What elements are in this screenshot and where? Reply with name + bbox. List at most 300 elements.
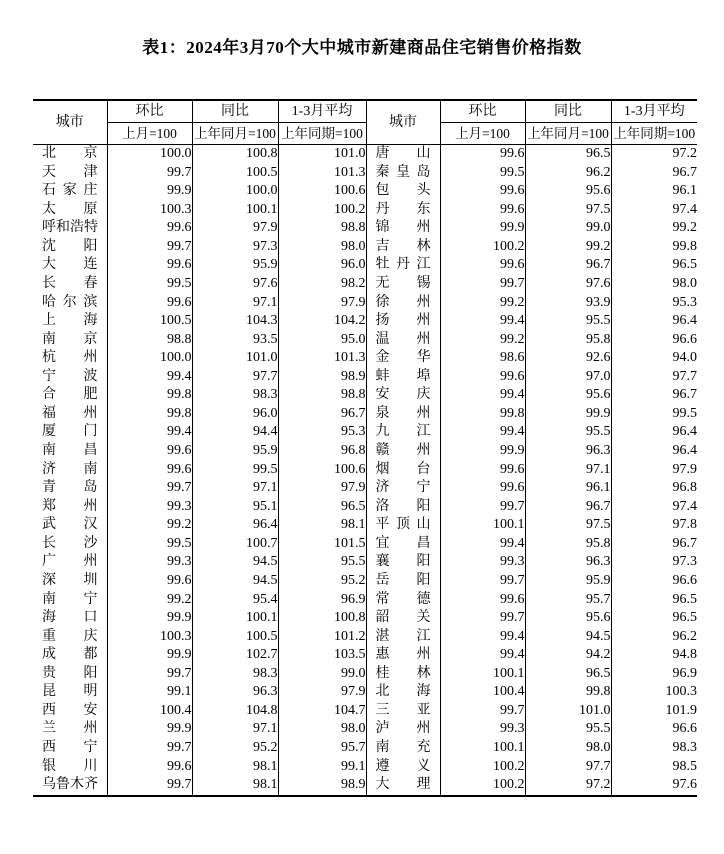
yoy-value: 96.3	[525, 553, 611, 572]
avg-value: 103.5	[278, 646, 366, 665]
mom-value: 99.7	[440, 498, 525, 517]
avg-value: 97.8	[672, 517, 697, 533]
mom-value: 98.6	[440, 349, 525, 368]
yoy-value: 96.7	[525, 256, 611, 275]
mom-value: 99.4	[107, 368, 192, 387]
yoy-value: 94.5	[192, 553, 278, 572]
city-name: 贵 阳	[33, 665, 107, 684]
avg-value: 97.9	[278, 294, 366, 313]
yoy-value: 95.7	[525, 591, 611, 610]
avg-value: 99.0	[278, 665, 366, 684]
avg-value: 96.7	[278, 405, 366, 424]
avg-value: 96.5	[278, 498, 366, 517]
table-header	[33, 100, 697, 145]
mom-value: 99.7	[107, 739, 192, 758]
mom-value: 100.4	[440, 683, 525, 702]
yoy-value: 99.8	[525, 683, 611, 702]
city-name: 宁 波	[33, 368, 107, 387]
mom-value: 99.2	[107, 591, 192, 610]
mom-value: 100.2	[440, 758, 525, 777]
yoy-value: 98.3	[192, 386, 278, 405]
mom-value: 99.6	[440, 591, 525, 610]
avg-value: 100.3	[665, 684, 697, 700]
yoy-value: 97.0	[525, 368, 611, 387]
mom-value: 99.7	[107, 238, 192, 257]
header-avg-base-right: 上年同期=100	[611, 123, 697, 145]
mom-value: 99.6	[107, 219, 192, 238]
header-yoy-right: 同比	[525, 100, 611, 123]
mom-value: 99.8	[440, 405, 525, 424]
mom-value: 99.6	[440, 479, 525, 498]
yoy-value: 95.6	[525, 182, 611, 201]
avg-value: 98.5	[672, 758, 697, 774]
yoy-value: 92.6	[525, 349, 611, 368]
table-row	[33, 423, 697, 442]
avg-value: 96.4	[672, 443, 697, 458]
header-yoy-base-right: 上年同月=100	[525, 123, 611, 145]
table-row	[33, 479, 697, 498]
yoy-value: 98.1	[192, 758, 278, 777]
table-row	[33, 442, 697, 461]
yoy-value: 96.4	[192, 516, 278, 535]
yoy-value: 94.5	[192, 572, 278, 591]
mom-value: 99.2	[107, 516, 192, 535]
city-name: 石 家 庄	[33, 182, 107, 201]
table-row	[33, 553, 697, 572]
avg-value: 96.6	[672, 572, 697, 588]
header-mom-base-right: 上月=100	[440, 123, 525, 145]
table-row	[33, 294, 697, 313]
mom-value: 99.1	[107, 683, 192, 702]
avg-value: 96.8	[278, 442, 366, 461]
table-row	[33, 405, 697, 424]
yoy-value: 94.5	[525, 628, 611, 647]
mom-value: 99.6	[440, 256, 525, 275]
mom-value: 100.0	[107, 349, 192, 368]
city-name: 昆 明	[33, 683, 107, 702]
mom-value: 100.3	[107, 628, 192, 647]
table-row	[33, 739, 697, 758]
avg-value: 96.9	[672, 665, 697, 681]
mom-value: 99.4	[440, 535, 525, 554]
avg-value: 101.3	[278, 164, 366, 183]
city-name: 桂 林	[366, 665, 440, 684]
table-row	[33, 646, 697, 665]
header-mom-base-left: 上月=100	[107, 123, 192, 145]
yoy-value: 101.0	[192, 349, 278, 368]
yoy-value: 97.6	[192, 275, 278, 294]
header-row-1	[33, 100, 697, 123]
yoy-value: 97.2	[525, 776, 611, 796]
mom-value: 99.9	[107, 720, 192, 739]
yoy-value: 95.5	[525, 423, 611, 442]
avg-value: 97.9	[672, 461, 697, 477]
mom-value: 99.7	[107, 776, 192, 796]
mom-value: 99.3	[107, 553, 192, 572]
city-name: 重 庆	[33, 628, 107, 647]
city-name: 呼 和 浩 特	[33, 219, 107, 238]
city-name: 洛 阳	[366, 498, 440, 517]
city-name: 深 圳	[33, 572, 107, 591]
table-row	[33, 275, 697, 294]
avg-value: 98.3	[672, 740, 697, 755]
yoy-value: 97.7	[525, 758, 611, 777]
city-name: 银 川	[33, 758, 107, 777]
yoy-value: 95.9	[192, 256, 278, 275]
avg-value: 99.5	[672, 405, 697, 421]
mom-value: 99.9	[107, 182, 192, 201]
mom-value: 99.7	[107, 164, 192, 183]
city-name: 宜 昌	[366, 535, 440, 554]
city-name: 南 充	[366, 739, 440, 758]
avg-value: 97.9	[278, 479, 366, 498]
header-avg-base-left: 上年同期=100	[278, 123, 366, 145]
avg-value: 94.0	[672, 350, 697, 366]
yoy-value: 96.3	[192, 683, 278, 702]
yoy-value: 100.0	[192, 182, 278, 201]
city-name: 哈 尔 滨	[33, 294, 107, 313]
avg-value: 95.0	[278, 331, 366, 350]
city-name: 沈 阳	[33, 238, 107, 257]
city-name: 杭 州	[33, 349, 107, 368]
yoy-value: 93.5	[192, 331, 278, 350]
avg-value: 96.1	[672, 183, 697, 199]
avg-value: 101.0	[278, 145, 366, 164]
city-name: 九 江	[366, 423, 440, 442]
avg-value: 98.0	[278, 238, 366, 257]
table-row	[33, 238, 697, 257]
city-name: 青 岛	[33, 479, 107, 498]
avg-value: 99.1	[278, 758, 366, 777]
table-row	[33, 349, 697, 368]
mom-value: 99.4	[440, 423, 525, 442]
avg-value: 98.9	[278, 368, 366, 387]
avg-value: 99.8	[672, 238, 697, 254]
mom-value: 99.4	[440, 386, 525, 405]
avg-value: 101.5	[278, 535, 366, 554]
city-name: 南 昌	[33, 442, 107, 461]
page-title: 表1：2024年3月70个大中城市新建商品住宅销售价格指数	[142, 38, 582, 57]
city-name: 三 亚	[366, 702, 440, 721]
table-row	[33, 386, 697, 405]
mom-value: 100.4	[107, 702, 192, 721]
avg-value: 97.9	[278, 683, 366, 702]
mom-value: 100.2	[440, 776, 525, 796]
avg-value: 104.2	[278, 312, 366, 331]
yoy-value: 104.8	[192, 702, 278, 721]
avg-value: 98.0	[672, 275, 697, 291]
header-yoy-left: 同比	[192, 100, 278, 123]
avg-value: 100.6	[278, 461, 366, 480]
header-avg-left: 1-3月平均	[278, 100, 366, 123]
avg-value: 97.4	[672, 201, 697, 217]
mom-value: 99.2	[440, 331, 525, 350]
mom-value: 99.7	[440, 609, 525, 628]
avg-value: 95.7	[278, 739, 366, 758]
table-row	[33, 145, 697, 164]
report-page	[0, 33, 724, 797]
yoy-value: 100.1	[192, 201, 278, 220]
city-name: 成 都	[33, 646, 107, 665]
mom-value: 100.5	[107, 312, 192, 331]
city-name: 韶 关	[366, 609, 440, 628]
avg-value: 96.2	[672, 628, 697, 644]
mom-value: 100.1	[440, 665, 525, 684]
yoy-value: 95.6	[525, 609, 611, 628]
avg-value: 96.7	[672, 164, 697, 180]
table-row	[33, 498, 697, 517]
city-name: 襄 阳	[366, 553, 440, 572]
table-row	[33, 164, 697, 183]
city-name: 金 华	[366, 349, 440, 368]
city-name: 温 州	[366, 331, 440, 350]
table-row	[33, 256, 697, 275]
mom-value: 99.6	[107, 442, 192, 461]
yoy-value: 93.9	[525, 294, 611, 313]
yoy-value: 94.2	[525, 646, 611, 665]
mom-value: 100.1	[440, 516, 525, 535]
table-row	[33, 201, 697, 220]
city-name: 大 连	[33, 256, 107, 275]
city-name: 西 安	[33, 702, 107, 721]
city-name: 南 京	[33, 331, 107, 350]
city-name: 北 海	[366, 683, 440, 702]
city-name: 西 宁	[33, 739, 107, 758]
city-name: 丹 东	[366, 201, 440, 220]
mom-value: 99.7	[440, 702, 525, 721]
avg-value: 96.9	[278, 591, 366, 610]
mom-value: 99.6	[107, 461, 192, 480]
mom-value: 99.4	[440, 646, 525, 665]
yoy-value: 98.0	[525, 739, 611, 758]
mom-value: 99.2	[440, 294, 525, 313]
header-row-2	[33, 123, 697, 145]
city-name: 岳 阳	[366, 572, 440, 591]
avg-value: 96.6	[672, 331, 697, 347]
mom-value: 99.4	[440, 312, 525, 331]
yoy-value: 97.1	[525, 461, 611, 480]
mom-value: 99.5	[440, 164, 525, 183]
avg-value: 96.0	[278, 256, 366, 275]
city-name: 泸 州	[366, 720, 440, 739]
mom-value: 99.7	[107, 479, 192, 498]
table-row	[33, 591, 697, 610]
city-name: 太 原	[33, 201, 107, 220]
city-name: 扬 州	[366, 312, 440, 331]
city-name: 郑 州	[33, 498, 107, 517]
yoy-value: 95.6	[525, 386, 611, 405]
mom-value: 99.4	[107, 423, 192, 442]
avg-value: 98.9	[278, 776, 366, 796]
mom-value: 99.6	[107, 758, 192, 777]
avg-value: 94.8	[672, 647, 697, 663]
yoy-value: 100.5	[192, 628, 278, 647]
yoy-value: 96.5	[525, 145, 611, 164]
table-row	[33, 312, 697, 331]
table-row	[33, 572, 697, 591]
city-name: 南 宁	[33, 591, 107, 610]
city-name: 天 津	[33, 164, 107, 183]
city-name: 锦 州	[366, 219, 440, 238]
header-city-right: 城市	[366, 100, 440, 145]
yoy-value: 97.1	[192, 294, 278, 313]
table-row	[33, 720, 697, 739]
city-name: 唐 山	[366, 145, 440, 164]
avg-value: 96.6	[672, 721, 697, 737]
table-row	[33, 683, 697, 702]
city-name: 长 沙	[33, 535, 107, 554]
avg-value: 95.2	[278, 572, 366, 591]
avg-value: 95.3	[672, 294, 697, 310]
avg-value: 95.3	[278, 423, 366, 442]
table-row	[33, 702, 697, 721]
table-row	[33, 368, 697, 387]
avg-value: 96.7	[672, 387, 697, 403]
mom-value: 99.4	[440, 628, 525, 647]
avg-value: 96.4	[672, 424, 697, 440]
avg-value: 96.8	[672, 480, 697, 496]
header-yoy-base-left: 上年同月=100	[192, 123, 278, 145]
yoy-value: 95.2	[192, 739, 278, 758]
yoy-value: 95.1	[192, 498, 278, 517]
city-name: 包 头	[366, 182, 440, 201]
mom-value: 99.6	[107, 294, 192, 313]
city-name: 惠 州	[366, 646, 440, 665]
yoy-value: 100.5	[192, 164, 278, 183]
city-name: 广 州	[33, 553, 107, 572]
yoy-value: 99.2	[525, 238, 611, 257]
avg-value: 96.4	[672, 313, 697, 329]
city-name: 平 顶 山	[366, 516, 440, 535]
city-name: 厦 门	[33, 423, 107, 442]
city-name: 武 汉	[33, 516, 107, 535]
avg-value: 96.5	[672, 591, 697, 607]
city-name: 安 庆	[366, 386, 440, 405]
table-body	[33, 145, 697, 796]
mom-value: 100.1	[440, 739, 525, 758]
mom-value: 99.9	[107, 609, 192, 628]
city-name: 湛 江	[366, 628, 440, 647]
mom-value: 99.3	[440, 720, 525, 739]
yoy-value: 99.9	[525, 405, 611, 424]
mom-value: 99.6	[440, 368, 525, 387]
mom-value: 99.6	[440, 201, 525, 220]
table-row	[33, 758, 697, 777]
avg-value: 98.1	[278, 516, 366, 535]
mom-value: 99.5	[107, 275, 192, 294]
mom-value: 99.6	[107, 572, 192, 591]
yoy-value: 102.7	[192, 646, 278, 665]
table-row	[33, 182, 697, 201]
mom-value: 99.8	[107, 386, 192, 405]
yoy-value: 98.1	[192, 776, 278, 796]
mom-value: 99.6	[440, 145, 525, 164]
mom-value: 99.9	[440, 219, 525, 238]
mom-value: 99.3	[107, 498, 192, 517]
header-city-left: 城市	[33, 100, 107, 145]
table-row	[33, 516, 697, 535]
header-mom-left: 环比	[107, 100, 192, 123]
city-name: 无 锡	[366, 275, 440, 294]
city-name: 海 口	[33, 609, 107, 628]
avg-value: 99.2	[672, 220, 697, 236]
city-name: 常 德	[366, 591, 440, 610]
avg-value: 98.0	[278, 720, 366, 739]
city-name: 长 春	[33, 275, 107, 294]
city-name: 牡 丹 江	[366, 256, 440, 275]
yoy-value: 96.0	[192, 405, 278, 424]
yoy-value: 97.3	[192, 238, 278, 257]
mom-value: 99.5	[107, 535, 192, 554]
avg-value: 96.7	[672, 535, 697, 551]
mom-value: 99.7	[107, 665, 192, 684]
mom-value: 98.8	[107, 331, 192, 350]
yoy-value: 97.5	[525, 516, 611, 535]
yoy-value: 97.1	[192, 720, 278, 739]
table-row	[33, 776, 697, 796]
price-index-table	[33, 99, 697, 797]
header-avg-right: 1-3月平均	[611, 100, 697, 123]
yoy-value: 96.7	[525, 498, 611, 517]
avg-value: 97.3	[672, 554, 697, 570]
avg-value: 95.5	[278, 553, 366, 572]
table-row	[33, 628, 697, 647]
avg-value: 100.8	[278, 609, 366, 628]
yoy-value: 100.7	[192, 535, 278, 554]
yoy-value: 97.1	[192, 479, 278, 498]
header-mom-right: 环比	[440, 100, 525, 123]
yoy-value: 98.3	[192, 665, 278, 684]
city-name: 遵 义	[366, 758, 440, 777]
yoy-value: 100.8	[192, 145, 278, 164]
avg-value: 97.7	[672, 368, 697, 384]
mom-value: 99.9	[107, 646, 192, 665]
yoy-value: 95.5	[525, 312, 611, 331]
yoy-value: 96.1	[525, 479, 611, 498]
yoy-value: 94.4	[192, 423, 278, 442]
yoy-value: 97.5	[525, 201, 611, 220]
yoy-value: 100.1	[192, 609, 278, 628]
avg-value: 97.6	[672, 777, 697, 793]
mom-value: 99.7	[440, 572, 525, 591]
city-name: 福 州	[33, 405, 107, 424]
avg-value: 96.5	[672, 610, 697, 626]
city-name: 蚌 埠	[366, 368, 440, 387]
mom-value: 99.6	[440, 182, 525, 201]
yoy-value: 95.8	[525, 535, 611, 554]
mom-value: 99.6	[440, 461, 525, 480]
table-row	[33, 461, 697, 480]
city-name: 烟 台	[366, 461, 440, 480]
city-name: 泉 州	[366, 405, 440, 424]
mom-value: 99.7	[440, 275, 525, 294]
city-name: 兰 州	[33, 720, 107, 739]
city-name: 徐 州	[366, 294, 440, 313]
yoy-value: 96.5	[525, 665, 611, 684]
yoy-value: 99.0	[525, 219, 611, 238]
city-name: 上 海	[33, 312, 107, 331]
avg-value: 98.8	[278, 386, 366, 405]
yoy-value: 97.9	[192, 219, 278, 238]
mom-value: 99.8	[107, 405, 192, 424]
city-name: 秦 皇 岛	[366, 164, 440, 183]
yoy-value: 101.0	[525, 702, 611, 721]
table-row	[33, 609, 697, 628]
avg-value: 97.4	[672, 498, 697, 514]
avg-value: 100.6	[278, 182, 366, 201]
yoy-value: 95.8	[525, 331, 611, 350]
avg-value: 101.3	[278, 349, 366, 368]
